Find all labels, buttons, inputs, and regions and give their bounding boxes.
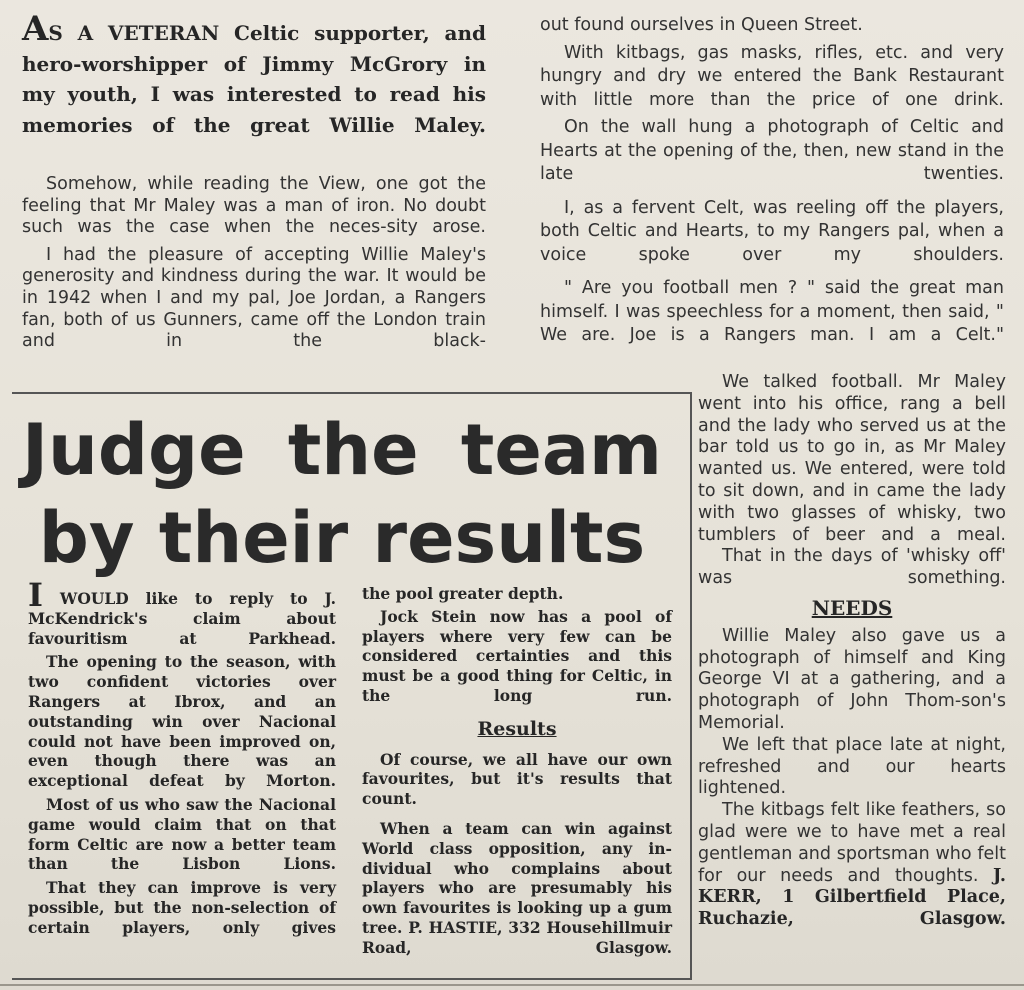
letter1-closing-text: The kitbags felt like feathers, so glad were we to have met a real gentleman and sportsman who felt for our needs and thoughts. [698, 800, 1006, 886]
letter2-column-2 [362, 584, 672, 958]
letter2-headline-line1: Judge the team [22, 409, 662, 491]
letter1-paragraph [698, 800, 1006, 931]
letter1-column-1 [22, 174, 486, 353]
letter1-paragraph: I had the pleasure of accepting Willie Maley's generosity and kindness during the war. It would be in 1942 when I and my pal, Joe Jordan, a Rangers fan, both of us Gunners, came off the London train and in the black- [22, 244, 486, 352]
letter1-paragraph: Willie Maley also gave us a photograph of himself and King George VI at a gathering, and a photograph of John Thom-son's Memorial. [698, 625, 1006, 733]
letter2-paragraph: Of course, we all have our own favourites, but it's results that count. [362, 749, 672, 809]
bottom-rule [0, 984, 1024, 986]
letter2-paragraph: Jock Stein now has a pool of players where very few can be considered certainties and this must be a good thing for Celtic, in the long run. [362, 606, 672, 705]
letter1-intro-text: S A VETERAN Celtic supporter, and hero-worshipper of Jimmy McGrory in my youth, I was interested to read his memories of the great Willie Maley. [22, 21, 486, 137]
letter1-intro [22, 9, 486, 140]
letter2-headline-line2: by their results [38, 497, 646, 579]
letter1-subhead: NEEDS [811, 595, 893, 620]
letter1-paragraph: out found ourselves in Queen Street. [540, 15, 863, 35]
letter1-column-2 [540, 14, 1004, 348]
letter1-column-3 [698, 372, 1006, 931]
letter1-paragraph: " Are you football men ? " said the great man himself. I was speechless for a moment, then said, " We are. Joe is a Rangers man. I am a Celt." [540, 278, 1004, 345]
letter1-dropcap: A [22, 9, 49, 49]
letter2-dropcap: I [28, 576, 43, 614]
letter1-signature: J. KERR, 1 Gilbertfield Place, Ruchazie, Glasgow. [698, 865, 1006, 930]
letter2-paragraph: That they can improve is very possible, but the non-selection of certain players, only gives [28, 878, 336, 937]
letter1-paragraph: We left that place late at night, refreshed and our hearts lightened. [698, 734, 1006, 799]
letter1-paragraph: I, as a fervent Celt, was reeling off the players, both Celtic and Hearts, to my Rangers pal, when a voice spoke over my shoulders. [540, 197, 1004, 265]
letter1-paragraph: Somehow, while reading the View, one got the feeling that Mr Maley was a man of iron. No doubt such was the case when the neces-sity arose. [22, 174, 486, 238]
letter2-subhead: Results [477, 717, 557, 740]
letter2-paragraph: the pool greater depth. [362, 584, 564, 603]
letter2-paragraph: Most of us who saw the Nacional game would claim that on that form Celtic are now a better team than the Lisbon Lions. [28, 794, 336, 874]
letter2-paragraph: When a team can win against World class opposition, any in-dividual who complains about players who are presumably his own favourites is looking up a gum tree. P. HASTIE, 332 Househillmuir Road, Glasgow. [362, 818, 672, 957]
letter2-column-1 [28, 576, 336, 938]
letter2-paragraph: WOULD like to reply to J. McKendrick's claim about favouritism at Parkhead. [28, 589, 336, 648]
letter1-paragraph: That in the days of 'whisky off' was something. [698, 546, 1006, 589]
letter2-paragraph: The opening to the season, with two confident victories over Rangers at Ibrox, and an outstanding win over Nacional could not have been improved on, even though there was an exceptional defeat by Morton. [28, 652, 336, 791]
letter1-paragraph: On the wall hung a photograph of Celtic and Hearts at the opening of the, then, new stand in the late twenties. [540, 117, 1004, 184]
letter1-paragraph: We talked football. Mr Maley went into his office, rang a bell and the lady who served us at the bar told us to go in, as Mr Maley wanted us. We entered, were told to sit down, and in came the lady with two glasses of whisky, two tumblers of beer and a meal. [698, 372, 1006, 545]
letter1-paragraph: With kitbags, gas masks, rifles, etc. and very hungry and dry we entered the Bank Restaurant with little more than the price of one drink. [540, 42, 1004, 110]
